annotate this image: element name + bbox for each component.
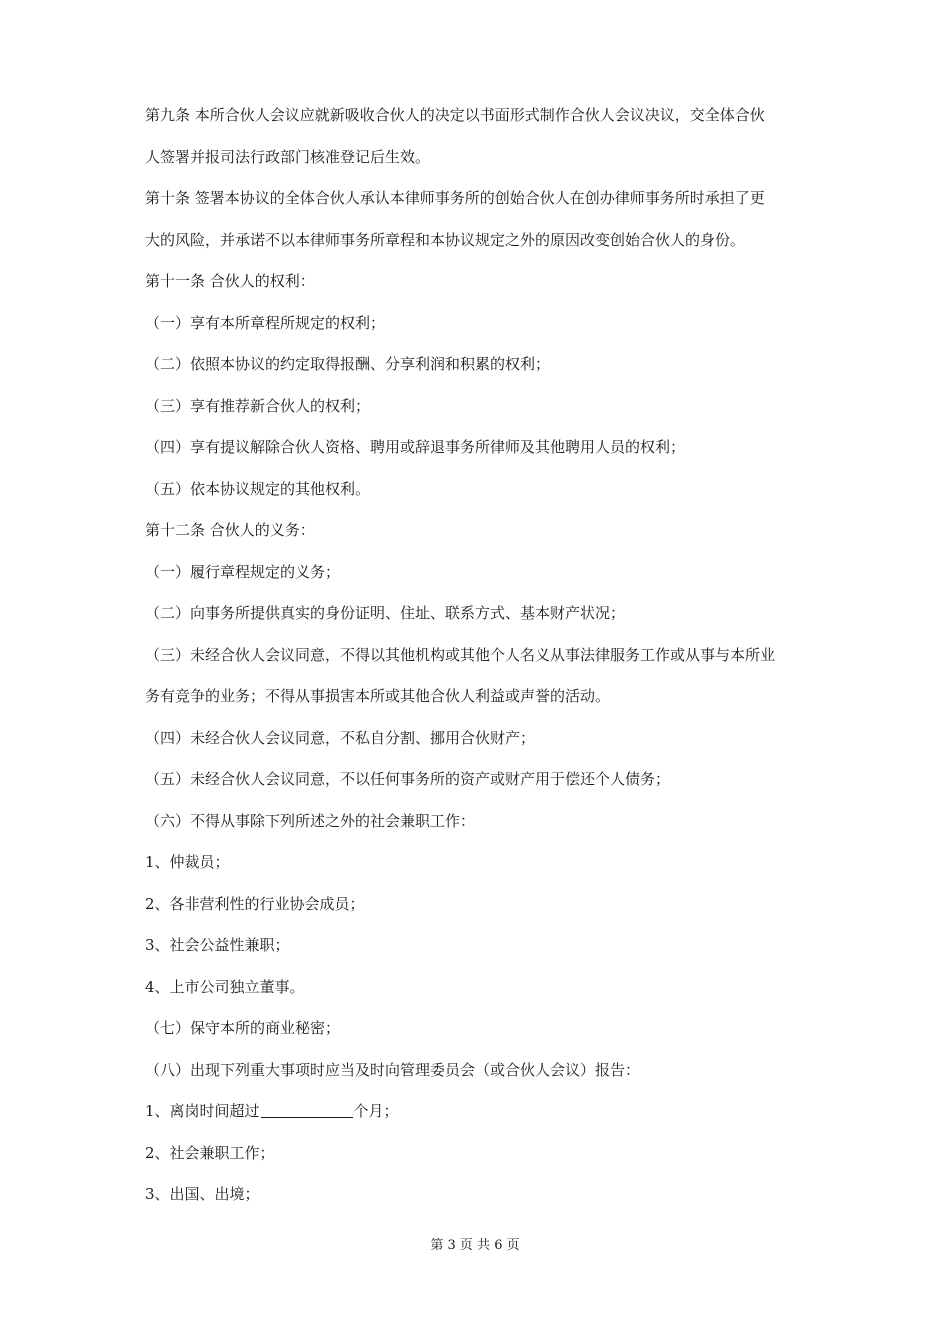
page-footer: 第 3 页 共 6 页 (430, 1238, 520, 1253)
article-10-line-2: 大的风险，并承诺不以本律师事务所章程和本协议规定之外的原因改变创始合伙人的身份。 (145, 230, 746, 249)
article-12-item-5: （五）未经合伙人会议同意，不以任何事务所的资产或财产用于偿还个人债务； (145, 770, 671, 788)
article-12-item-6-sub: 1、仲裁员； (145, 853, 230, 871)
article-12-item-2: （二）向事务所提供真实的身份证明、住址、联系方式、基本财产状况； (145, 604, 626, 622)
article-12-item-6-sub: 3、社会公益性兼职； (145, 936, 290, 954)
article-12-title: 第十二条 合伙人的义务： (145, 521, 315, 539)
document-body (145, 95, 813, 1216)
article-11-item: （二）依照本协议的约定取得报酬、分享利润和积累的权利； (145, 355, 551, 373)
article-9-line-1: 第九条 本所合伙人会议应就新吸收合伙人的决定以书面形式制作合伙人会议决议，交全体合伙 (145, 106, 765, 124)
article-12-item-3-line-2: 务有竞争的业务；不得从事损害本所或其他合伙人利益或声誉的活动。 (145, 687, 611, 705)
article-11-item: （四）享有提议解除合伙人资格、聘用或辞退事务所律师及其他聘用人员的权利； (145, 438, 686, 456)
article-12-item-1: （一）履行章程规定的义务； (145, 562, 341, 581)
article-12-item-6-sub: 2、各非营利性的行业协会成员； (145, 894, 365, 913)
article-12-item-8-sub-1 (145, 1091, 813, 1133)
article-12-item-3-line-1: （三）未经合伙人会议同意，不得以其他机构或其他个人名义从事法律服务工作或从事与本所业 (145, 645, 776, 664)
article-11-title: 第十一条 合伙人的权利： (145, 272, 315, 290)
article-12-item-6: （六）不得从事除下列所述之外的社会兼职工作： (145, 811, 476, 830)
article-12-item-8-sub-3: 3、出国、出境； (145, 1185, 260, 1203)
article-11-item: （五）依本协议规定的其他权利。 (145, 479, 371, 498)
article-11-item: （三）享有推荐新合伙人的权利； (145, 396, 371, 415)
article-9-line-2: 人签署并报司法行政部门核准登记后生效。 (145, 147, 431, 166)
sub-1-prefix: 1、离岗时间超过 (145, 1102, 260, 1120)
article-12-item-4: （四）未经合伙人会议同意，不私自分割、挪用合伙财产； (145, 728, 536, 747)
article-12-item-7: （七）保守本所的商业秘密； (145, 1019, 341, 1037)
article-10-line-1: 第十条 签署本协议的全体合伙人承认本律师事务所的创始合伙人在创办律师事务所时承担了更 (145, 189, 765, 207)
sub-1-suffix: 个月； (353, 1102, 399, 1120)
article-11-item: （一）享有本所章程所规定的权利； (145, 313, 386, 332)
article-12-item-8-sub-2: 2、社会兼职工作； (145, 1143, 275, 1162)
fill-in-blank[interactable] (261, 1101, 353, 1118)
article-12-item-8: （八）出现下列重大事项时应当及时向管理委员会（或合伙人会议）报告： (145, 1060, 641, 1079)
article-12-item-6-sub: 4、上市公司独立董事。 (145, 977, 305, 996)
